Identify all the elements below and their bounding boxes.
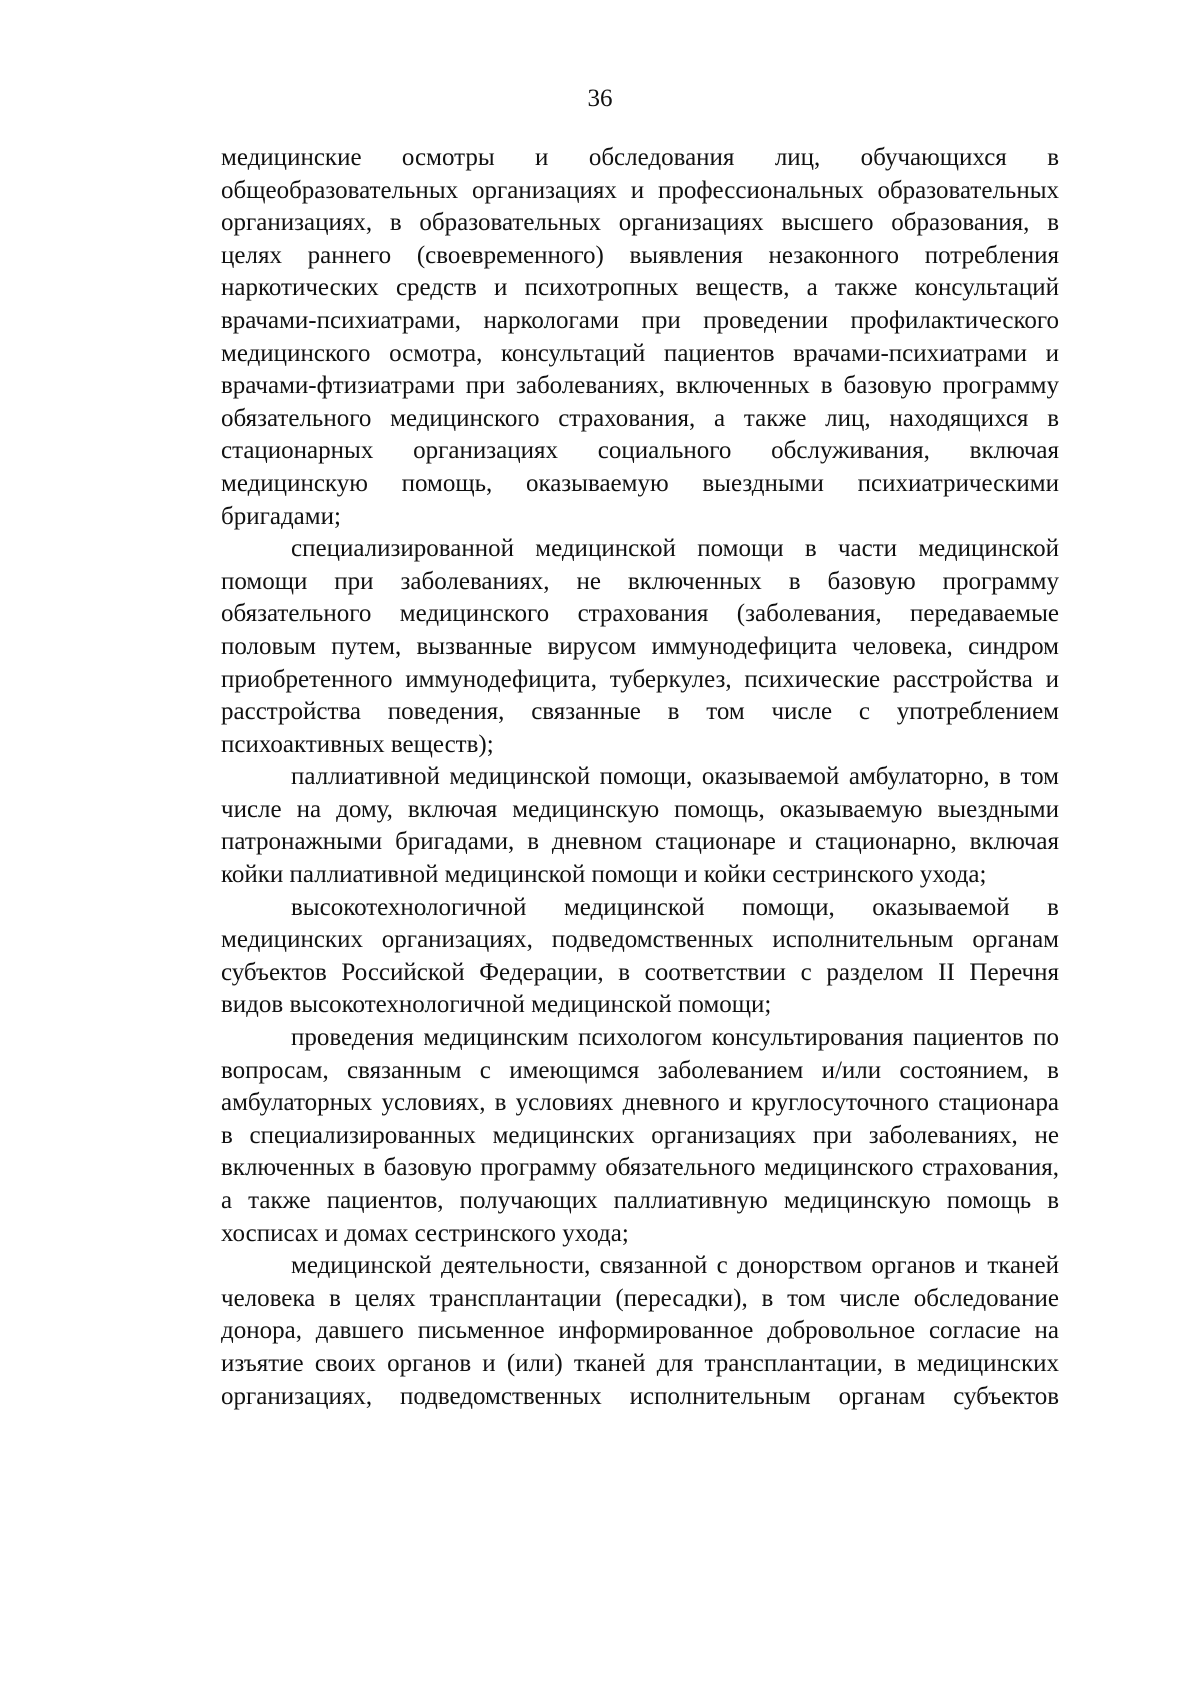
- text-line: койки паллиативной медицинской помощи и койки сестринского ухода;: [221, 861, 987, 889]
- text-line: обязательного медицинского страхования (заболевания, передаваемые: [221, 600, 1059, 628]
- text-line: расстройства поведения, связанные в том числе с употреблением: [221, 698, 1059, 726]
- text-line: вопросам, связанным с имеющимся заболеванием и/или состоянием, в: [221, 1056, 1059, 1084]
- text-line: приобретенного иммунодефицита, туберкулез, психические расстройства и: [221, 665, 1059, 693]
- text-line: специализированной медицинской помощи в части медицинской: [291, 535, 1059, 563]
- text-line: бригадами;: [221, 502, 341, 530]
- text-line: изъятие своих органов и (или) тканей для трансплантации, в медицинских: [221, 1349, 1059, 1377]
- document-body: [221, 142, 1059, 1413]
- text-line: медицинскую помощь, оказываемую выездными психиатрическими: [221, 469, 1059, 497]
- text-line: организациях, подведомственных исполнительным органам субъектов: [221, 1382, 1059, 1410]
- text-line: видов высокотехнологичной медицинской помощи;: [221, 991, 772, 1019]
- paragraph-high-tech-care: [221, 892, 1059, 1022]
- text-line: помощи при заболеваниях, не включенных в базовую программу: [221, 567, 1059, 595]
- paragraph-psychologist-counseling: [221, 1022, 1059, 1250]
- text-line: амбулаторных условиях, в условиях дневного и круглосуточного стационара: [221, 1089, 1059, 1117]
- text-line: общеобразовательных организациях и профессиональных образовательных: [221, 176, 1059, 204]
- text-line: паллиативной медицинской помощи, оказываемой амбулаторно, в том: [291, 763, 1059, 791]
- text-line: врачами-фтизиатрами при заболеваниях, включенных в базовую программу: [221, 372, 1059, 400]
- paragraph-organ-donation: [221, 1250, 1059, 1413]
- paragraph-specialized-care: [221, 533, 1059, 761]
- text-line: патронажными бригадами, в дневном стационаре и стационарно, включая: [221, 828, 1059, 856]
- text-line: а также пациентов, получающих паллиативную медицинскую помощь в: [221, 1187, 1059, 1214]
- text-line: проведения медицинским психологом консультирования пациентов по: [291, 1024, 1059, 1052]
- text-line: субъектов Российской Федерации, в соответствии с разделом II Перечня: [221, 958, 1059, 986]
- text-line: медицинской деятельности, связанной с донорством органов и тканей: [291, 1252, 1059, 1280]
- text-line: врачами-психиатрами, наркологами при проведении профилактического: [221, 306, 1059, 334]
- text-line: стационарных организациях социального обслуживания, включая: [221, 437, 1059, 465]
- text-line: человека в целях трансплантации (пересадки), в том числе обследование: [221, 1284, 1059, 1312]
- text-line: донора, давшего письменное информированное добровольное согласие на: [221, 1317, 1059, 1345]
- text-line: организациях, в образовательных организациях высшего образования, в: [221, 209, 1059, 237]
- text-line: целях раннего (своевременного) выявления незаконного потребления: [221, 241, 1059, 269]
- text-line: медицинских организациях, подведомственных исполнительным органам: [221, 926, 1059, 954]
- text-line: обязательного медицинского страхования, а также лиц, находящихся в: [221, 404, 1059, 432]
- text-line: медицинского осмотра, консультаций пациентов врачами-психиатрами и: [221, 339, 1059, 367]
- text-line: половым путем, вызванные вирусом иммунодефицита человека, синдром: [221, 632, 1059, 660]
- text-line: наркотических средств и психотропных веществ, а также консультаций: [221, 274, 1059, 302]
- paragraph-palliative-care: [221, 761, 1059, 891]
- text-line: медицинские осмотры и обследования лиц, обучающихся в: [221, 144, 1059, 171]
- text-line: числе на дому, включая медицинскую помощь, оказываемую выездными: [221, 795, 1059, 823]
- text-line: в специализированных медицинских организациях при заболеваниях, не: [221, 1121, 1059, 1149]
- text-line: включенных в базовую программу обязательного медицинского страхования,: [221, 1154, 1059, 1182]
- page-number: 36: [587, 85, 613, 112]
- text-line: психоактивных веществ);: [221, 730, 494, 758]
- text-line: высокотехнологичной медицинской помощи, оказываемой в: [291, 893, 1059, 921]
- text-line: хосписах и домах сестринского ухода;: [221, 1219, 629, 1247]
- paragraph-preventive-exams: [221, 142, 1059, 533]
